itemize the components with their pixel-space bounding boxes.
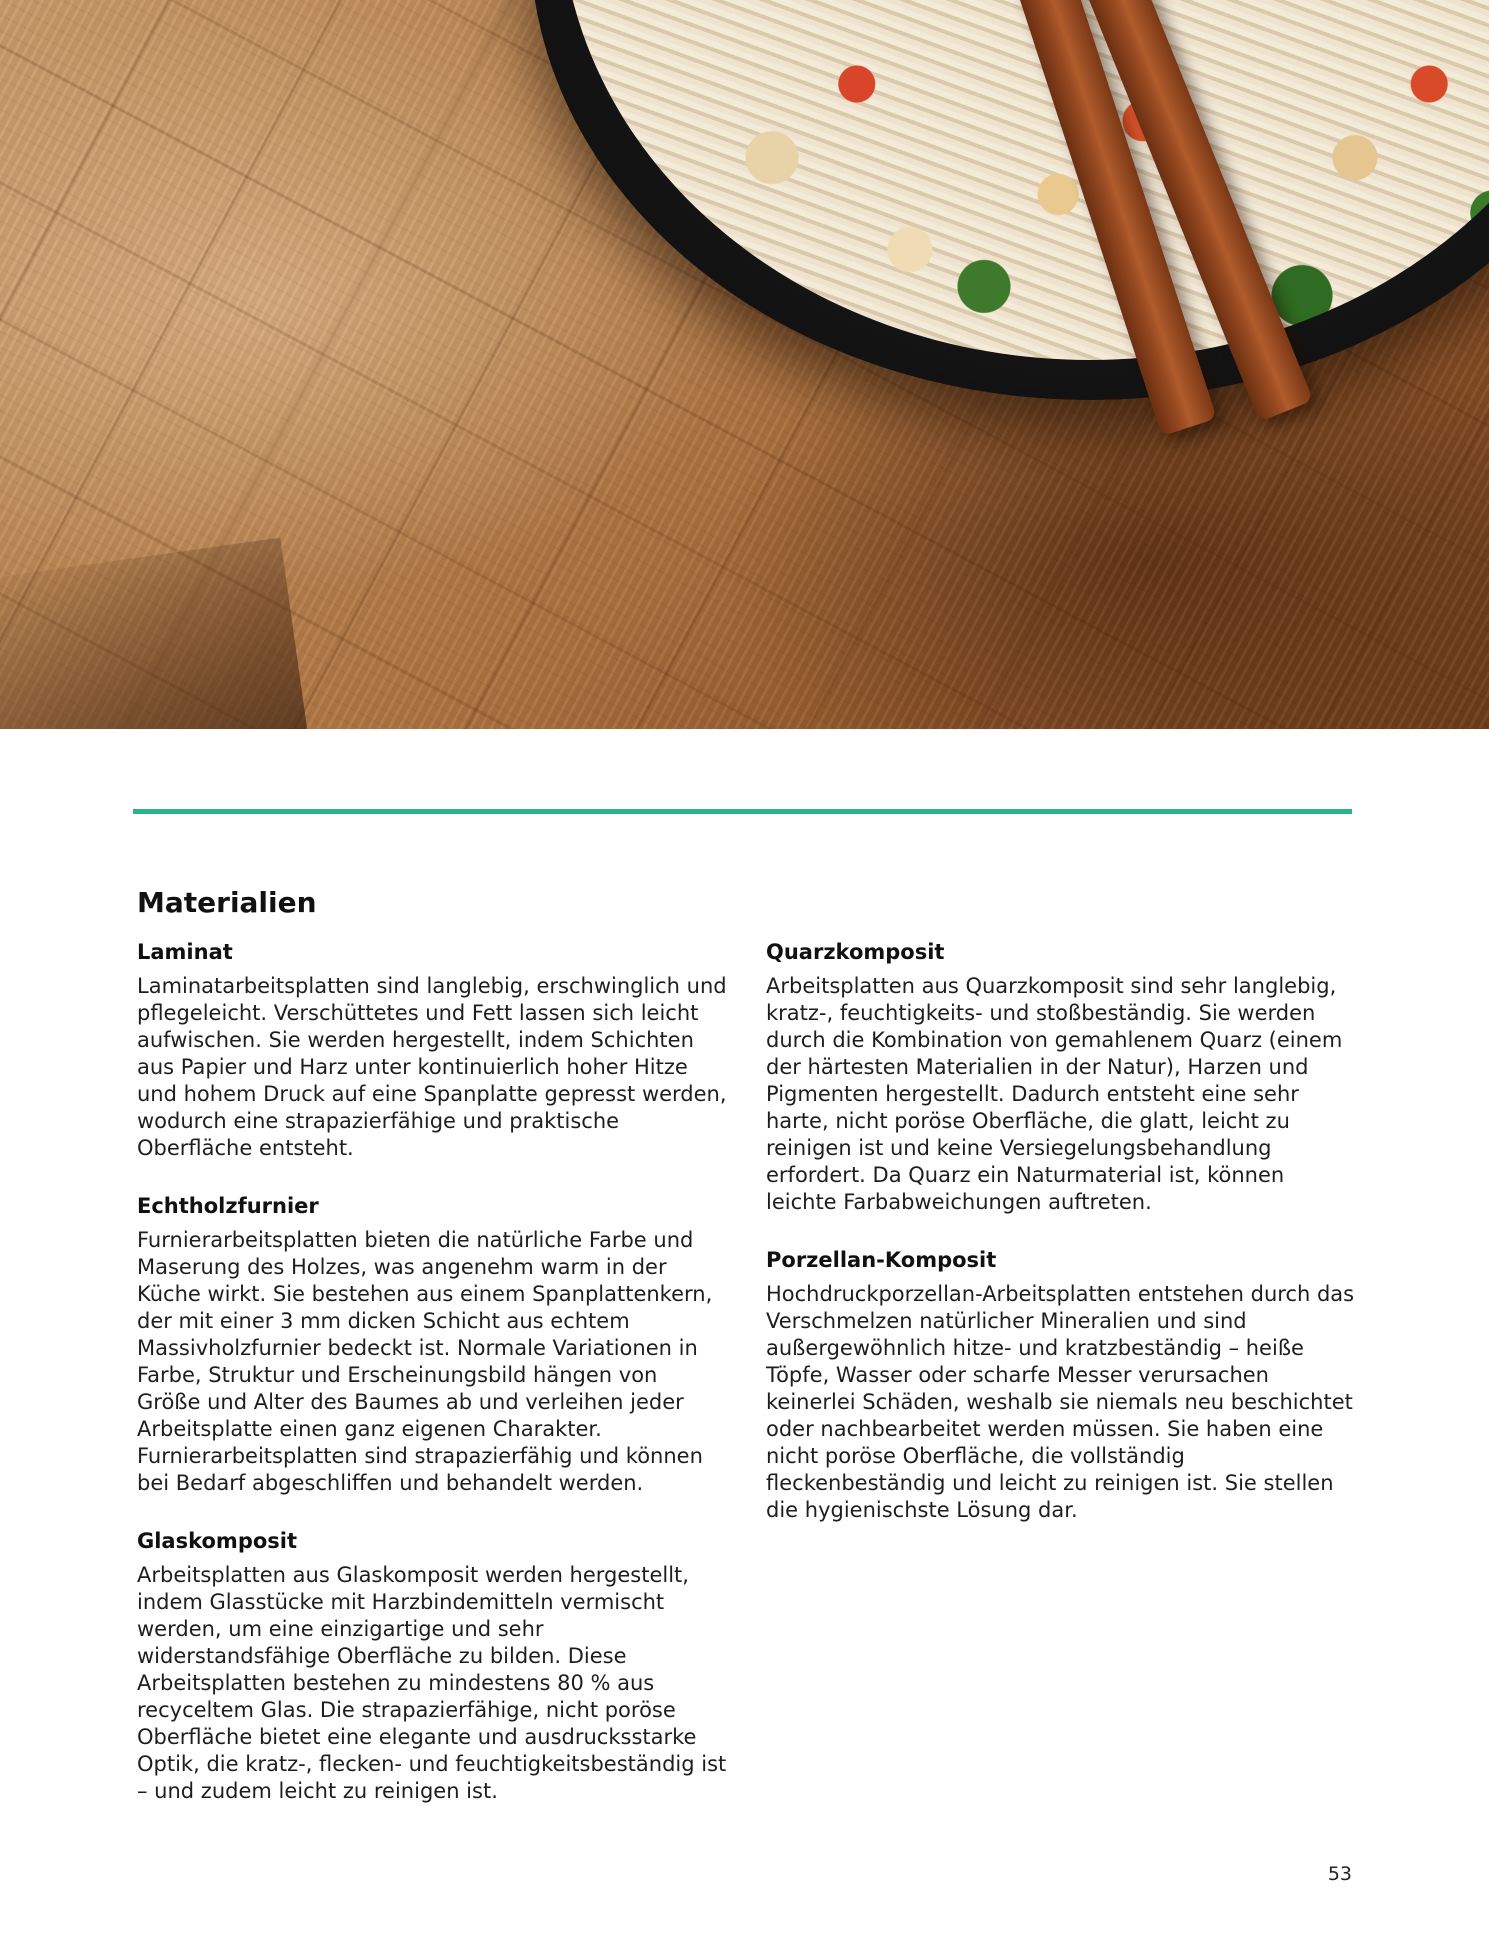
section-heading: Porzellan-Komposit xyxy=(766,1248,997,1272)
section-glaskomposit xyxy=(137,1527,727,1805)
left-column xyxy=(137,938,727,1835)
section-body: Furnierarbeitsplatten bieten die natürliche Farbe und Maserung des Holzes, was angenehm warm in der Küche wirkt. Sie bestehen aus einem Spanplattenkern, der mit einer 3 mm dicken Schicht aus echtem Massivholzfurnier bedeckt ist. Normale Variationen in Farbe, Struktur und Erscheinungsbild hängen von Größe und Alter des Baumes ab und verleihen jeder Arbeitsplatte einen ganz eigenen Charakter. Furnierarbeitsplatten sind strapazierfähig und können bei Bedarf abgeschliffen und behandelt werden. xyxy=(137,1228,713,1495)
section-body: Arbeitsplatten aus Glaskomposit werden hergestellt, indem Glasstücke mit Harzbindemitteln vermischt werden, um eine einzigartige und sehr widerstandsfähige Oberfläche zu bilden. Diese Arbeitsplatten bestehen zu mindestens 80 % aus recyceltem Glas. Die strapazierfähige, nicht poröse Oberfläche bietet eine elegante und ausdrucksstarke Optik, die kratz-, flecken- und feuchtigkeitsbeständig ist – und zudem leicht zu reinigen ist. xyxy=(137,1563,727,1803)
section-body: Arbeitsplatten aus Quarzkomposit sind sehr langlebig, kratz-, feuchtigkeits- und stoßbeständig. Sie werden durch die Kombination von gemahlenem Quarz (einem der härtesten Materialien in der Natur), Harzen und Pigmenten hergestellt. Dadurch entsteht eine sehr harte, nicht poröse Oberfläche, die glatt, leicht zu reinigen ist und keine Versiegelungsbehandlung erfordert. Da Quarz ein Naturmaterial ist, können leichte Farbabweichungen auftreten. xyxy=(766,974,1343,1214)
section-heading: Quarzkomposit xyxy=(766,940,945,964)
section-laminat xyxy=(137,938,727,1162)
section-porzellan-komposit xyxy=(766,1246,1356,1524)
right-column xyxy=(766,938,1356,1554)
section-heading: Glaskomposit xyxy=(137,1529,298,1553)
section-heading: Laminat xyxy=(137,940,233,964)
section-echtholzfurnier xyxy=(137,1192,727,1497)
section-body: Hochdruckporzellan-Arbeitsplatten entstehen durch das Verschmelzen natürlicher Mineralien und sind außergewöhnlich hitze- und kratzbeständig – heiße Töpfe, Wasser oder scharfe Messer verursachen keinerlei Schäden, weshalb sie niemals neu beschichtet oder nachbearbeitet werden müssen. Sie haben eine nicht poröse Oberfläche, die vollständig fleckenbeständig und leicht zu reinigen ist. Sie stellen die hygienischste Lösung dar. xyxy=(766,1282,1355,1522)
section-quarzkomposit xyxy=(766,938,1356,1216)
page-number: 53 xyxy=(1327,1863,1352,1885)
page-title: Materialien xyxy=(137,886,317,919)
hero-photo xyxy=(0,0,1489,729)
section-heading: Echtholzfurnier xyxy=(137,1194,319,1218)
section-divider xyxy=(133,809,1352,814)
section-body: Laminatarbeitsplatten sind langlebig, erschwinglich und pflegeleicht. Verschüttetes und Fett lassen sich leicht aufwischen. Sie werden hergestellt, indem Schichten aus Papier und Harz unter kontinuierlich hoher Hitze und hohem Druck auf eine Spanplatte gepresst werden, wodurch eine strapazierfähige und praktische Oberfläche entsteht. xyxy=(137,974,727,1160)
